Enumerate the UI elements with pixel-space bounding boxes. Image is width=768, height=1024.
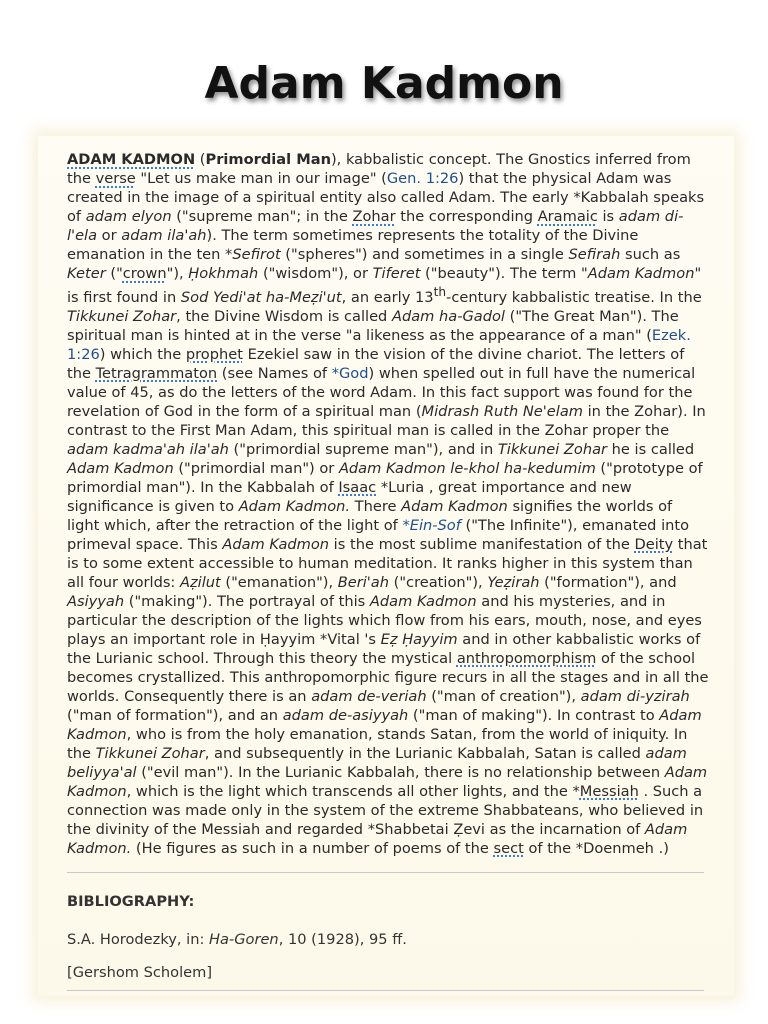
term: Adam Kadmon. [238,497,351,515]
text: ("emanation"), [220,573,338,591]
section-divider [67,990,704,991]
text: , the Divine Wisdom is called [176,307,392,325]
term: Asiyyah [67,592,125,610]
text: (He figures as such in a number of poems of the [131,839,494,857]
text: -century kabbalistic treatise. In the [446,288,702,306]
glossary-term-verse[interactable]: verse [95,170,136,187]
text: *Luria , great importance and new significance is given to [67,478,632,515]
text: ("primordial man") or [173,459,339,477]
scripture-link-ezek-1-26[interactable]: Ezek. 1:26 [67,326,691,363]
term: Ḥokhmah [188,265,259,282]
text: ("evil man"). In the Lurianic Kabbalah, there is no relationship between [136,763,665,781]
text: S.A. Horodezky, in: [67,931,210,948]
glossary-term-sect[interactable]: sect [493,839,524,857]
text: , who is from the holy emanation, stands Satan, from the world of iniquity. In the [67,725,688,762]
term: adam de-asiyyah [282,706,409,724]
text: ("making"). The portrayal of this [124,592,370,610]
term: Keter [67,265,106,282]
section-divider [67,872,704,873]
term: adam elyon [85,208,172,225]
text: ("beauty"). The term " [420,265,588,282]
term: Yeẓirah [487,573,540,591]
text: ) when spelled out in full have the numerical value of 45, as do the letters of the word Adam. In this fact support was found for the revelation of God in the form of a spiritual man ( [67,364,696,420]
text: ("prototype of primordial man"). In the Kabbalah of [67,459,703,496]
text: ) that the physical Adam was created in the image of a spiritual entity also called Adam. The early *Kabbalah speaks of [67,170,705,225]
text: "), [166,265,189,282]
term: Adam Kadmon [67,706,702,743]
term: Adam Kadmon [222,535,330,553]
term: Adam ha-Gadol [391,307,505,325]
glossary-term-crown[interactable]: crown [122,265,167,282]
term: Sod Yedi'at ha-Meẓi'ut [180,288,342,306]
text: ("man of formation"), and an [67,706,283,724]
term: Adam Kadmon [67,763,708,800]
glossary-term-tetragrammaton[interactable]: Tetragrammaton [95,364,218,382]
term: Adam Kadmon. [67,820,688,857]
glossary-term-zohar[interactable]: Zohar [352,208,396,225]
text: There [350,497,402,515]
text: signifies the worlds of light which, after the retraction of the light of [67,497,673,534]
text: (" [105,265,123,282]
text: Ezekiel saw in the vision of the divine chariot. The letters of the [67,345,685,382]
text: in the Zohar). In contrast to the First Man Adam, this spiritual man is called in the Zohar proper the [67,402,706,439]
term: Sefirah [568,246,621,263]
text: ("supreme man"; in the [171,208,353,225]
text: (see Names of [217,364,332,382]
text: ), kabbalistic concept. The Gnostics inferred from the [67,151,691,187]
glossary-term-anthropomorphism[interactable]: anthropomorphism [456,649,597,667]
text: is [597,208,619,225]
term: Beri'ah [337,573,389,591]
term: adam kadma'ah ila'ah [67,440,229,458]
glossary-term-isaac[interactable]: Isaac [338,478,377,496]
text: that is to some extent accessible to human meditation. It ranks higher in this system than all four worlds: [67,535,708,591]
term: adam di-yzirah [580,687,690,705]
text: ("formation"), and [539,573,677,591]
term: Eẓ Ḥayyim [380,630,458,648]
term: adam de-veriah [311,687,427,705]
term: Tikkunei Zohar [67,307,177,325]
text: , which is the light which transcends all other lights, and the * [126,782,580,800]
term: adam di-l'ela [67,208,684,244]
text: such as [620,246,681,263]
text: he is called [607,440,695,458]
term: adam beliyya'al [67,744,687,781]
term: Adam Kadmon [67,459,174,477]
term: Adam Kadmon le-khol ha-kedumim [338,459,596,477]
entry-headword: ADAM KADMON [67,151,196,168]
text: ("The Infinite"), emanated into primeval space. This [67,516,690,553]
text: ). The term sometimes represents the totality of the Divine emanation in the ten * [67,227,639,263]
bibliography-entry [67,931,407,948]
term: Tikkunei Zohar [95,744,205,762]
text: . Such a connection was made only in the system of the extreme Shabbateans, who believed in the divinity of the Messiah and regarded *Shabbetai Ẓevi as the incarnation of [67,782,704,838]
scripture-link-gen-1-26[interactable]: Gen. 1:26 [386,170,459,187]
author-credit: [Gershom Scholem] [67,964,213,981]
text: "Let us make man in our image" ( [135,170,387,187]
link-text: *Ein-Sof [402,516,461,534]
term: Adam Kadmon [587,265,695,282]
text: or [97,227,122,244]
glossary-term-prophet[interactable]: prophet [185,345,243,363]
term: Aẓilut [180,573,221,591]
term: Tiferet [372,265,421,282]
bibliography-heading: BIBLIOGRAPHY: [67,893,195,910]
text: ("wisdom"), or [258,265,373,282]
text: ("The Great Man"). The spiritual man is hinted at in the verse "a likeness as the appearance of a man" ( [67,307,679,344]
term: adam ila'ah [121,227,207,244]
term: Adam Kadmon [369,592,477,610]
text: and his mysteries, and in particular the description of the lights which flow from his ears, mouth, nose, and eyes plays an important role in Ḥayyim *Vital 's [67,592,702,648]
journal-title: Ha-Goren [209,931,279,948]
text: ("man of making"). In contrast to [408,706,660,724]
article-link-god[interactable]: *God [331,364,369,382]
term: Adam Kadmon [401,497,508,515]
text: ( [195,151,206,168]
text: , 10 (1928), 95 ff. [278,931,407,948]
text: ) which the [99,345,186,363]
text: ("creation"), [389,573,488,591]
text: of the *Doenmeh .) [523,839,669,857]
text: " is first found in [67,265,702,306]
text: is the most sublime manifestation of the [329,535,635,553]
ordinal-suffix: th [433,285,447,299]
text: ("primordial supreme man"), and in [228,440,498,458]
text: , an early 13 [341,288,434,306]
text: and in other kabbalistic works of the Lurianic school. Through this theory the mystical [67,630,701,667]
text: ("spheres") and sometimes in a single [280,246,569,263]
entry-translation: Primordial Man [205,151,331,168]
glossary-term-messiah[interactable]: Messiah [579,782,639,800]
text: the corresponding [395,208,538,225]
article-body [67,150,709,858]
article-link-ein-sof[interactable] [402,517,460,534]
term: Sefirot [232,246,281,263]
glossary-term-deity[interactable]: Deity [634,535,674,553]
text: ("man of creation"), [426,687,581,705]
text: of the school becomes crystallized. This anthropomorphic figure recurs in all the stages and in all the worlds. Consequently there is an [67,649,709,705]
page-title: Adam Kadmon [204,58,564,109]
term: Midrash Ruth Ne'elam [421,402,583,420]
glossary-term-aramaic[interactable]: Aramaic [537,208,598,225]
text: , and subsequently in the Lurianic Kabbalah, Satan is called [204,744,646,762]
term: Tikkunei Zohar [497,440,608,458]
